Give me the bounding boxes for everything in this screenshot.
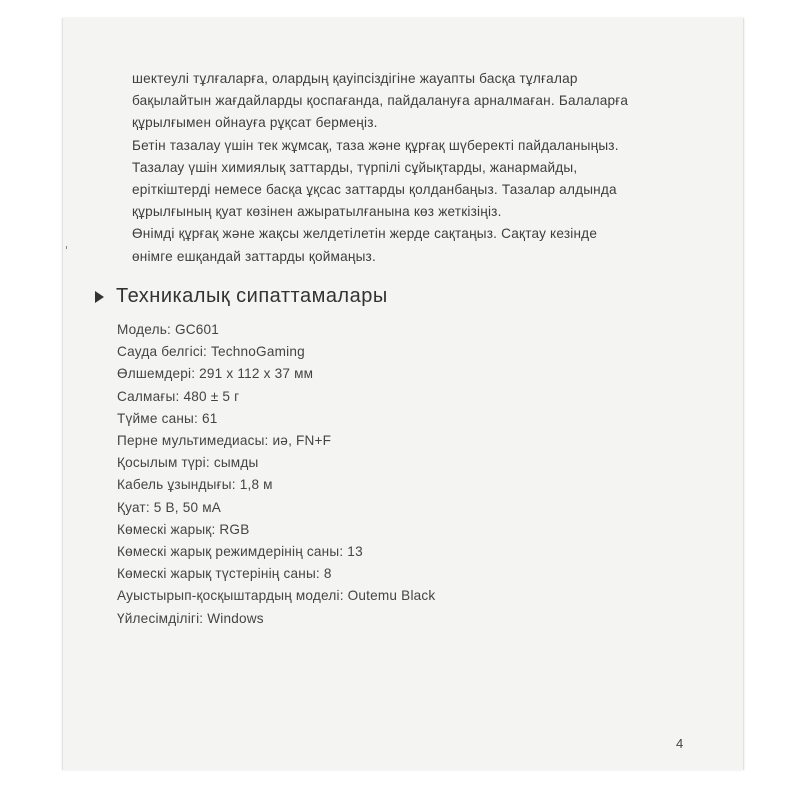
paragraph-line: Өнімді құрғақ және жақсы желдетілетін жерде сақтаңыз. Сақтау кезінде: [132, 226, 598, 242]
paragraph-line: өнімге ешқандай заттарды қоймаңыз.: [132, 248, 376, 264]
paragraph-line: Тазалау үшін химиялық заттарды, түрпілі сұйықтарды, жанармайды,: [132, 159, 578, 175]
spec-dimensions: Өлшемдері: 291 х 112 х 37 мм: [117, 366, 314, 382]
margin-mark: [66, 246, 67, 249]
spec-cable-length: Кабель ұзындығы: 1,8 м: [117, 477, 273, 493]
safety-paragraph: [132, 68, 692, 268]
spec-trademark: Сауда белгісі: TechnoGaming: [117, 344, 305, 360]
paragraph-line: құрылғының қуат көзінен ажыратылғанына көз жеткізіңіз.: [132, 204, 502, 220]
paragraph-line: құрылғымен ойнауға рұқсат бермеңіз.: [132, 115, 378, 131]
paragraph-line: шектеулі тұлғаларға, олардың қауіпсіздігіне жауапты басқа тұлғалар: [132, 71, 578, 86]
spec-weight: Салмағы: 480 ± 5 г: [117, 388, 240, 404]
page-number: 4: [676, 736, 684, 751]
spec-power: Қуат: 5 В, 50 мА: [117, 499, 222, 515]
section-title: Техникалық сипаттамалары: [116, 285, 388, 307]
paragraph-line: бақылайтын жағдайларды қоспағанда, пайдалануға арналмаған. Балаларға: [132, 93, 629, 109]
spec-model: Модель: GC601: [117, 322, 220, 337]
section-heading: [95, 285, 388, 308]
paragraph-line: еріткіштерді немесе басқа ұқсас заттарды қолданбаңыз. Тазалар алдында: [132, 182, 617, 198]
spec-multimedia-keys: Перне мультимедиасы: иә, FN+F: [117, 433, 332, 449]
spec-backlight-modes: Көмескі жарық режимдерінің саны: 13: [117, 544, 363, 560]
triangle-right-icon: [95, 291, 104, 303]
specifications-list: [117, 319, 435, 630]
spec-key-count: Түйме саны: 61: [117, 410, 218, 426]
spec-switch-model: Ауыстырып-қосқыштардың моделі: Outemu Black: [117, 588, 436, 604]
spec-backlight-colors: Көмескі жарық түстерінің саны: 8: [117, 566, 332, 582]
spec-connection-type: Қосылым түрі: сымды: [117, 455, 259, 471]
paragraph-line: Бетін тазалау үшін тек жұмсақ, таза және құрғақ шүберекті пайдаланыңыз.: [132, 137, 619, 153]
spec-compatibility: Үйлесімділігі: Windows: [117, 610, 264, 626]
spec-backlight: Көмескі жарық: RGB: [117, 521, 250, 537]
